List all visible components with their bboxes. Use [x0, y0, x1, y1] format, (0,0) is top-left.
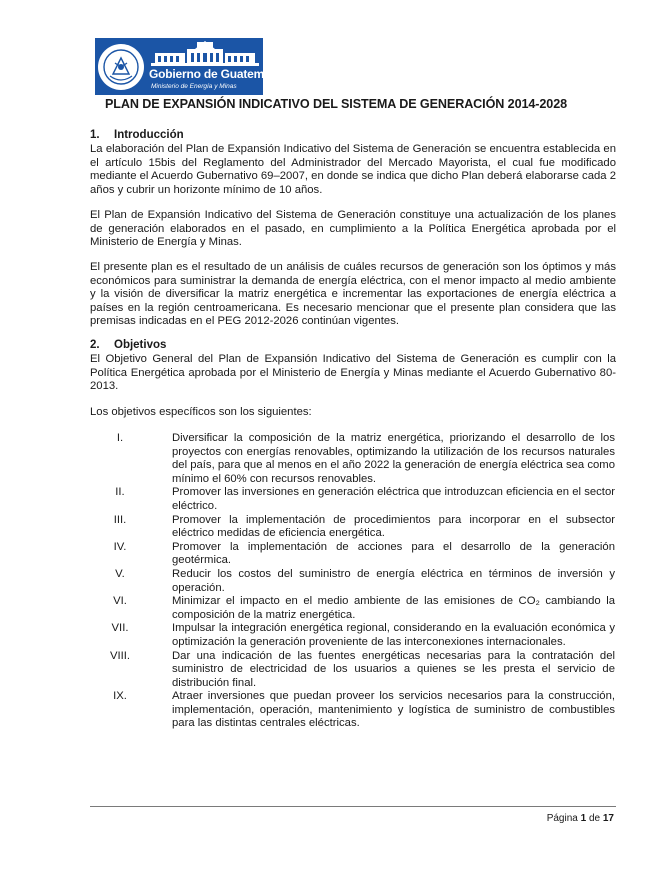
footer-divider [90, 806, 616, 807]
list-item [0, 432, 672, 486]
list-item [0, 541, 672, 568]
org-name: Gobierno de Guatemala [149, 67, 281, 81]
ministry-name: Ministerio de Energía y Minas [151, 83, 237, 90]
total-pages: 17 [602, 813, 614, 824]
list-numeral: VIII. [109, 649, 131, 662]
list-item [0, 595, 672, 622]
list-item [0, 568, 672, 595]
paragraph: La elaboración del Plan de Expansión Indicativo del Sistema de Generación se encuentra establecida en el artículo 15bis del Reglamento del Administrador del Mercado Mayorista, el cual fue modificado mediante el Acuerdo Gubernativo 69–2007, en donde se indica que dicho Plan deberá elaborarse cada 2 años y cubrir un horizonte mínimo de 10 años. [90, 143, 616, 196]
list-item-text: Promover las inversiones en generación eléctrica que introduzcan eficiencia en el sector eléctrico. [172, 486, 615, 512]
objectives-list [0, 432, 672, 731]
paragraph: El Objetivo General del Plan de Expansión Indicativo del Sistema de Generación es cumplir con la Política Energética aprobada por el Ministerio de Energía y Minas mediante el Acuerdo Gubernativo 80-2013. [90, 353, 616, 393]
of-label: de [588, 813, 601, 824]
list-numeral: IV. [113, 540, 127, 553]
list-item [0, 690, 672, 731]
list-numeral: I. [116, 432, 124, 444]
page-number: 1 [580, 813, 587, 824]
list-item-text: Atraer inversiones que puedan proveer los servicios necesarios para la construcción, implementación, operación, mantenimiento y logística de suministro de combustibles para las distintas centrales eléctricas. [172, 690, 615, 730]
page-footer [547, 813, 614, 824]
list-numeral: VI. [113, 595, 127, 608]
list-item [0, 650, 672, 691]
list-numeral: VII. [111, 622, 129, 635]
list-item-text: Reducir los costos del suministro de energía eléctrica en términos de inversión y operación. [172, 567, 615, 594]
paragraph: Los objetivos específicos son los siguientes: [90, 406, 312, 418]
section-title: Objetivos [114, 339, 167, 351]
list-item-text: Minimizar el impacto en el medio ambiente de las emisiones de CO₂ cambiando la composición de la matriz energética. [172, 595, 615, 621]
list-numeral: V. [115, 567, 125, 580]
paragraph: El presente plan es el resultado de un análisis de cuáles recursos de generación son los óptimos y más económicos para suministrar la demanda de energía eléctrica, con el menor impacto al medio ambiente y la visión de diversificar la matriz energética e incrementar las exportaciones de energía eléctrica a países en la región centroamericana. Es necesario mencionar que el presente plan considera que las premisas indicadas en el PEG 2012-2026 continúan vigentes. [90, 261, 616, 328]
section-title: Introducción [114, 129, 184, 141]
list-item-text: Impulsar la integración energética regional, considerando en la evaluación económica y optimización la generación proveniente de las interconexiones internacionales. [172, 622, 615, 648]
coat-of-arms-icon [98, 44, 144, 90]
paragraph: El Plan de Expansión Indicativo del Sistema de Generación constituye una actualización de los planes de generación elaborados en el pasado, en cumplimiento a la Política Energética aprobada por el Ministerio de Energía y Minas. [90, 209, 616, 249]
list-item [0, 514, 672, 541]
list-item [0, 622, 672, 649]
list-item-text: Dar una indicación de las fuentes energéticas necesarias para la contratación del suministro de electricidad de los usuarios a quienes se les presta el servicio de distribución final. [172, 649, 615, 689]
national-palace-icon [151, 41, 259, 67]
section-number: 1. [90, 129, 100, 141]
list-item-text: Promover la implementación de procedimientos para incorporar en el subsector eléctrico medidas de eficiencia energética. [172, 513, 615, 540]
page-label: Página [546, 813, 578, 824]
list-numeral: IX. [113, 690, 127, 703]
list-numeral: III. [113, 513, 127, 526]
list-item-text: Diversificar la composición de la matriz energética, priorizando el desarrollo de los proyectos con energías renovables, optimizando la utilización de los recursos naturales del país, para que al menos en el año 2022 la generación de energía eléctrica sea como mínimo el 60% con recursos renovables. [172, 432, 615, 485]
document-title: PLAN DE EXPANSIÓN INDICATIVO DEL SISTEMA DE GENERACIÓN 2014-2028 [105, 97, 567, 111]
section-heading-introduccion [90, 129, 184, 141]
list-numeral: II. [115, 486, 125, 499]
section-number: 2. [90, 339, 100, 351]
list-item [0, 486, 672, 513]
government-logo [95, 38, 281, 95]
list-item-text: Promover la implementación de acciones para el desarrollo de la generación geotérmica. [172, 540, 615, 567]
section-heading-objetivos [90, 339, 166, 351]
